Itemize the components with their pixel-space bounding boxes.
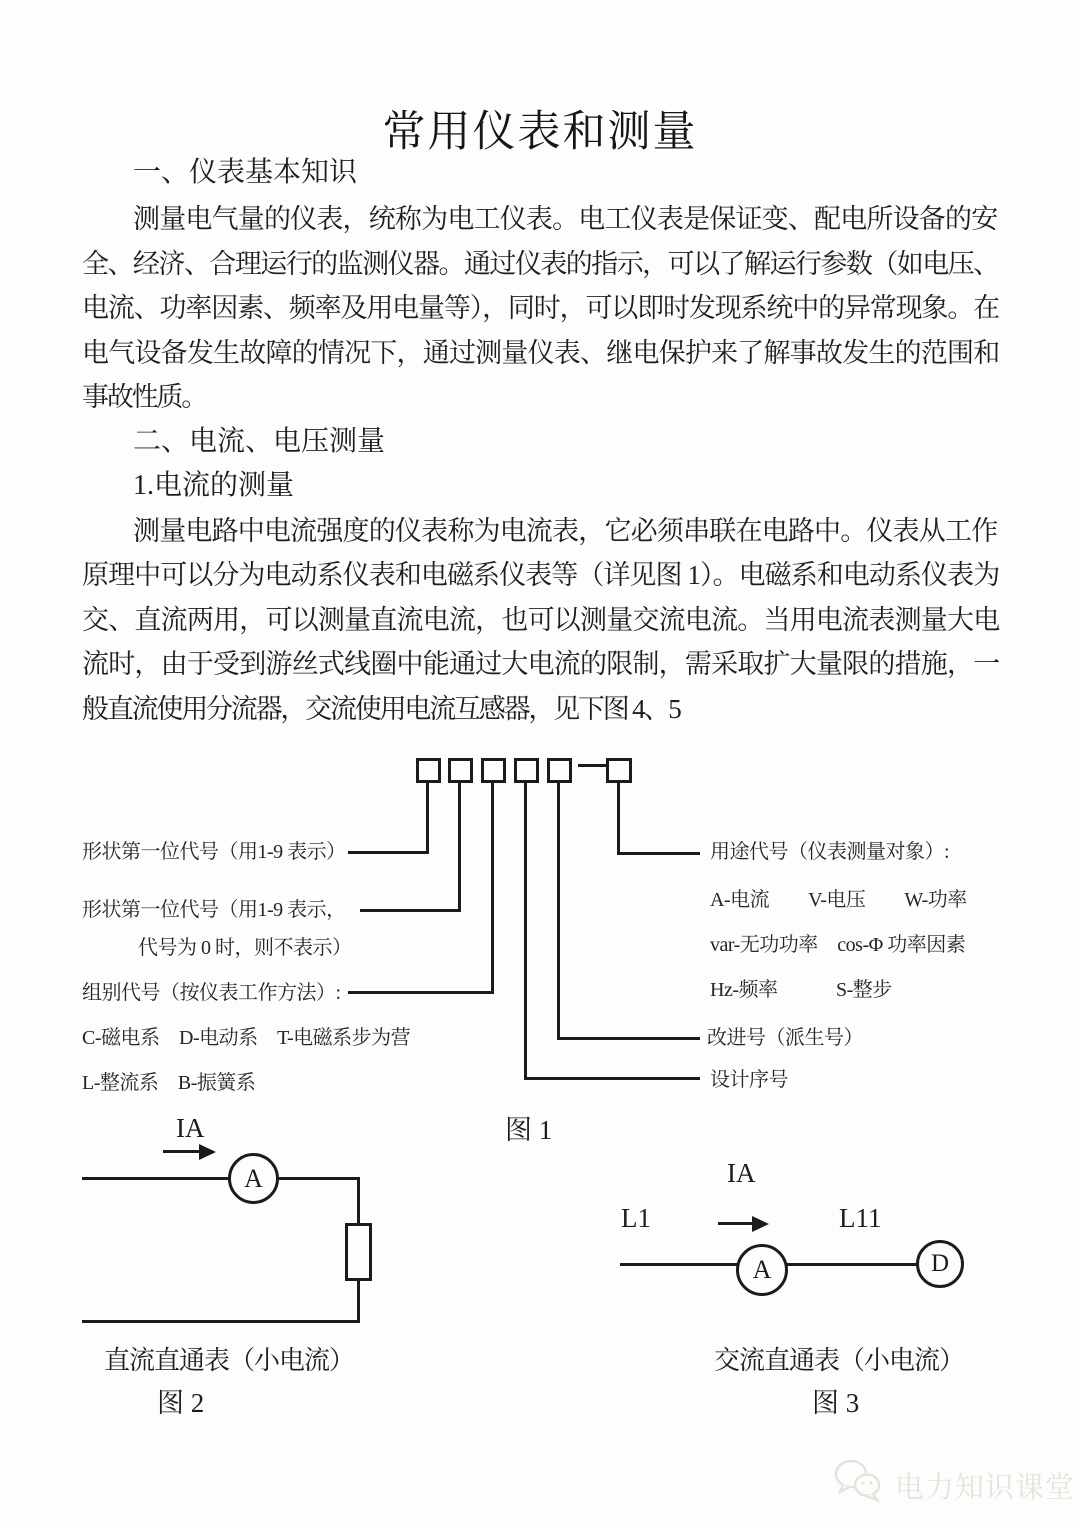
figure2-ammeter-label: A — [244, 1163, 263, 1193]
figure1-label-shape2a: 形状第一位代号（用1-9 表示， — [82, 899, 346, 921]
paragraph1-line5: 事故性质。 — [82, 382, 206, 412]
figure3-ammeter — [736, 1244, 788, 1296]
figure1-leader-v2 — [458, 781, 461, 912]
paragraph1-line4: 电气设备发生故障的情况下，通过测量仪表、继电保护来了解事故发生的范围和 — [82, 338, 998, 368]
figure2-current-arrow — [163, 1150, 203, 1153]
figure1-leader-h4 — [524, 1077, 700, 1080]
watermark-text: 电力知识课堂 — [895, 1471, 1076, 1504]
figure1-label-group: 组别代号（按仪表工作方法）: — [82, 982, 341, 1004]
paragraph2-line2: 原理中可以分为电动系仪表和电磁系仪表等（详见图 1）。电磁系和电动系仪表为 — [82, 560, 998, 590]
figure1-label-purpose-row3: Hz-频率 S-整步 — [710, 979, 892, 1001]
figure1-leader-v5 — [557, 781, 560, 1040]
section2-subheading: 1.电流的测量 — [133, 470, 295, 501]
wechat-logo-icon — [833, 1458, 885, 1512]
figure1-code-box-2 — [448, 758, 473, 783]
figure3-terminal-l11-label: L11 — [839, 1203, 882, 1233]
section1-heading: 一、仪表基本知识 — [133, 157, 358, 188]
figure1-leader-v3 — [491, 781, 494, 994]
figure3-current-label: IA — [727, 1158, 756, 1188]
figure2-caption: 图 2 — [157, 1388, 205, 1418]
figure2-load-resistor — [345, 1223, 372, 1281]
figure2-top-wire — [82, 1177, 360, 1180]
figure1-leader-h2 — [360, 909, 461, 912]
figure1-label-group-codes-2: L-整流系 B-振簧系 — [82, 1072, 256, 1094]
figure1-code-box-5 — [547, 758, 572, 783]
paragraph2-line1: 测量电路中电流强度的仪表称为电流表，它必须串联在电路中。仪表从工作 — [133, 516, 996, 546]
figure1-code-box-3 — [481, 758, 506, 783]
figure1-leader-h5 — [557, 1037, 700, 1040]
figure1-caption: 图 1 — [505, 1115, 553, 1145]
figure1-label-shape2b: 代号为 0 时，则不表示） — [138, 937, 352, 959]
figure1-label-purpose-row2: var-无功功率 cos-Φ 功率因素 — [710, 934, 966, 956]
figure1-label-revision: 改进号（派生号） — [707, 1027, 863, 1049]
figure1-label-design: 设计序号 — [710, 1069, 788, 1091]
figure1-leader-v1 — [426, 781, 429, 854]
figure3-caption: 图 3 — [812, 1388, 860, 1418]
figure2-ammeter — [228, 1153, 279, 1204]
paragraph2-line4: 流时，由于受到游丝式线圈中能通过大电流的限制，需采取扩大量限的措施，一 — [82, 649, 998, 679]
watermark — [833, 1458, 1075, 1512]
figure3-terminal-l1-label: L1 — [621, 1203, 651, 1233]
figure1-leader-h3 — [348, 991, 494, 994]
figure3-caption-text: 交流直通表（小电流） — [714, 1346, 965, 1375]
paragraph2-line3: 交、直流两用，可以测量直流电流，也可以测量交流电流。当用电流表测量大电 — [82, 605, 998, 635]
page-title: 常用仪表和测量 — [382, 109, 698, 156]
paragraph2-line5: 般直流使用分流器，交流使用电流互感器，见下图 4、5 — [82, 694, 680, 724]
figure3-current-arrowhead-icon — [752, 1216, 769, 1232]
figure1-code-box-4 — [514, 758, 539, 783]
figure1-label-group-codes-1: C-磁电系 D-电动系 T-电磁系步为营 — [82, 1027, 411, 1049]
figure1-label-shape1: 形状第一位代号（用1-9 表示） — [82, 841, 346, 863]
figure1-leader-h6 — [617, 852, 700, 855]
figure1-code-box-6 — [606, 758, 632, 783]
figure1-leader-v4 — [524, 781, 527, 1080]
section2-heading: 二、电流、电压测量 — [133, 426, 386, 457]
figure3-current-arrow — [718, 1222, 756, 1225]
figure1-leader-v6 — [617, 781, 620, 855]
figure1-label-purpose: 用途代号（仪表测量对象）: — [710, 841, 950, 863]
figure3-ammeter-label: A — [752, 1255, 772, 1284]
figure2-caption-text: 直流直通表（小电流） — [104, 1346, 355, 1375]
figure2-current-label: IA — [176, 1113, 205, 1143]
figure1-code-box-1 — [416, 758, 441, 783]
figure1-leader-h1 — [348, 851, 429, 854]
paragraph1-line1: 测量电气量的仪表，统称为电工仪表。电工仪表是保证变、配电所设备的安 — [133, 204, 996, 234]
figure1-label-purpose-row1: A-电流 V-电压 W-功率 — [710, 889, 967, 911]
paragraph1-line2: 全、经济、合理运行的监测仪器。通过仪表的指示，可以了解运行参数（如电压、 — [82, 249, 998, 279]
figure3-device — [916, 1240, 964, 1288]
figure1-hyphen-line — [578, 764, 606, 767]
paragraph1-line3: 电流、功率因素、频率及用电量等），同时，可以即时发现系统中的异常现象。在 — [82, 293, 998, 323]
figure2-current-arrowhead-icon — [199, 1144, 216, 1160]
figure2-bottom-wire — [82, 1320, 360, 1323]
figure3-device-label: D — [930, 1250, 950, 1277]
